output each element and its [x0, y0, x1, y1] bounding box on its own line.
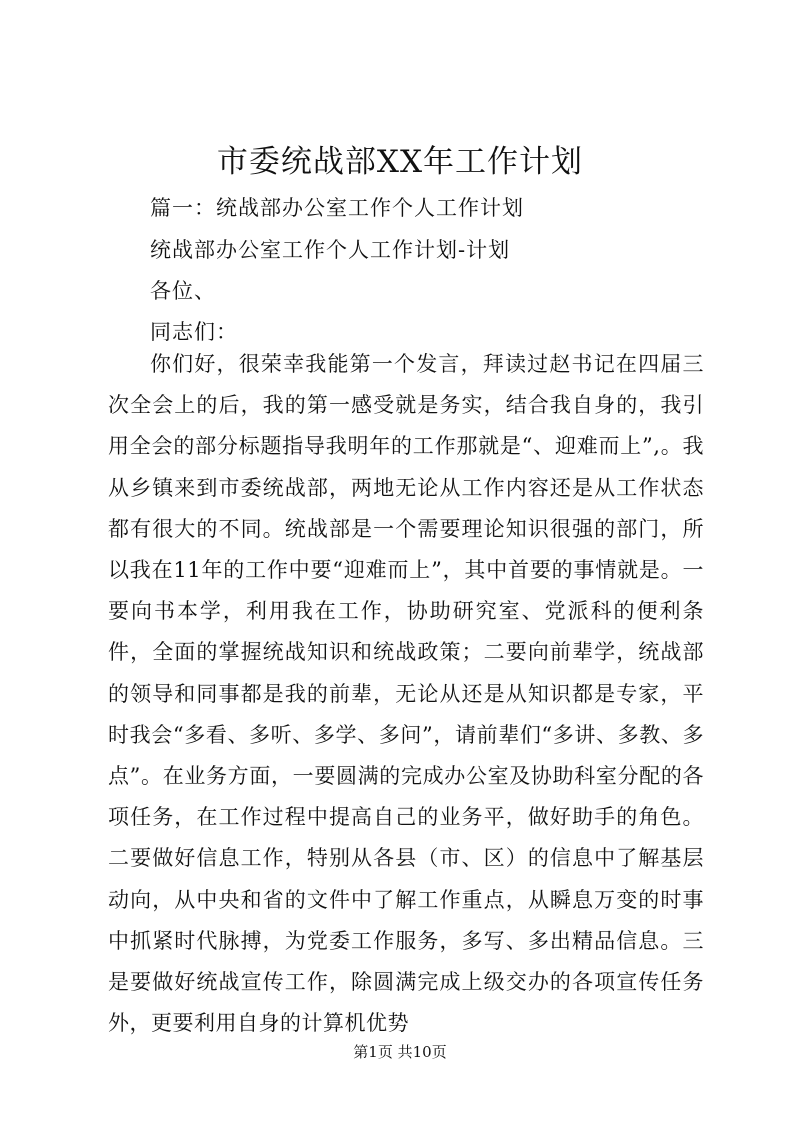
section-heading: 篇一：统战部办公室工作个人工作计划	[150, 196, 524, 220]
greeting-line: 同志们：	[150, 320, 238, 344]
document-title: 市委统战部XX年工作计划	[216, 144, 584, 180]
salutation-line: 各位、	[150, 279, 216, 303]
subtitle-line: 统战部办公室工作个人工作计划-计划	[150, 238, 511, 262]
body-paragraph: 你们好，很荣幸我能第一个发言，拜读过赵书记在四届三次全会上的后，我的第一感受就是务实，结合我自身的，我引用全会的部分标题指导我明年的工作那就是“、迎难而上”,。我从乡镇来到市委统战部，两地无论从工作内容还是从工作状态都有很大的不同。统战部是一个需要理论知识很强的部门，所以我在11年的工作中要“迎难而上”，其中首要的事情就是。一要向书本学，利用我在工作，协助研究室、党派科的便利条件，全面的掌握统战知识和统战政策；二要向前辈学，统战部的领导和同事都是我的前辈，无论从还是从知识都是专家，平时我会“多看、多听、多学、多问”，请前辈们“多讲、多教、多点”。在业务方面，一要圆满的完成办公室及协助科室分配的各项任务，在工作过程中提高自己的业务平，做好助手的角色。二要做好信息工作，特别从各县（市、区）的信息中了解基层动向，从中央和省的文件中了解工作重点，从瞬息万变的时事中抓紧时代脉搏，为党委工作服务，多写、多出精品信息。三是要做好统战宣传工作，除圆满完成上级交办的各项宣传任务外，更要利用自身的计算机优势	[108, 352, 704, 1036]
page-footer: 第1页 共10页	[353, 1043, 447, 1061]
